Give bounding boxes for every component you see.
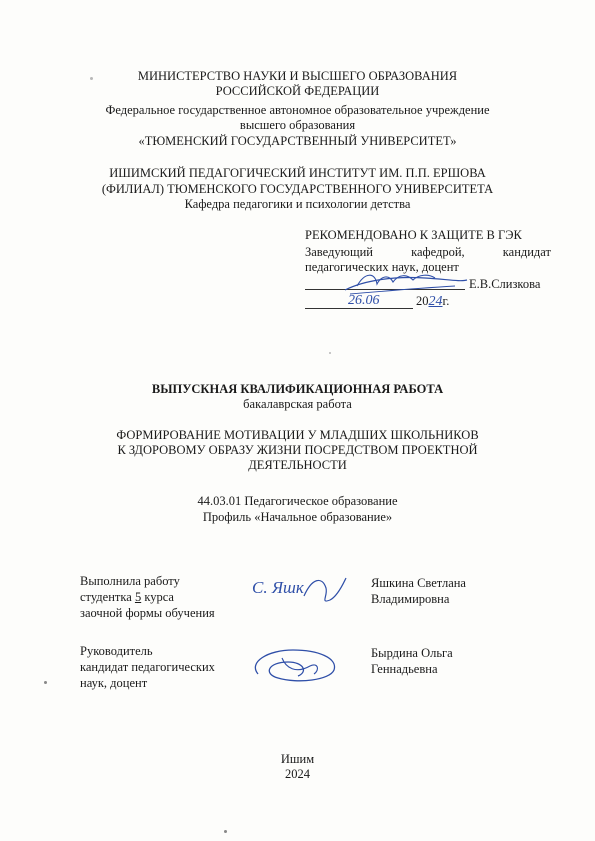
scan-speck xyxy=(44,681,47,684)
student-signature: С. Яшк xyxy=(252,578,304,597)
scan-speck xyxy=(224,830,227,833)
footer-year: 2024 xyxy=(285,767,310,781)
direction: 44.03.01 Педагогическое образование xyxy=(197,494,398,508)
approval-word-2: кафедрой, xyxy=(411,245,465,259)
approval-word-3: кандидат xyxy=(502,245,551,259)
work-title: ВЫПУСКНАЯ КВАЛИФИКАЦИОННАЯ РАБОТА xyxy=(151,382,444,396)
student-course: 5 xyxy=(134,590,142,604)
footer-city: Ишим xyxy=(280,752,315,766)
student-label-3: заочной формы обучения xyxy=(80,606,215,620)
approval-word-1: Заведующий xyxy=(305,245,373,259)
institute-line-2: (ФИЛИАЛ) ТЮМЕНСКОГО ГОСУДАРСТВЕННОГО УНИВЕРСИТЕТА xyxy=(101,182,494,196)
supervisor-label-1: Руководитель xyxy=(80,644,153,658)
supervisor-name-1: Бырдина Ольга xyxy=(371,646,453,660)
approval-year-handwritten: 24 xyxy=(428,294,443,309)
student-label-2b: курса xyxy=(141,590,174,604)
student-label-2a: студентка xyxy=(80,590,135,604)
university-name: «ТЮМЕНСКИЙ ГОСУДАРСТВЕННЫЙ УНИВЕРСИТЕТ» xyxy=(138,134,457,148)
approval-date: 26.06 xyxy=(348,293,380,308)
approval-degree: педагогических наук, доцент xyxy=(305,260,459,274)
student-signature-flourish xyxy=(300,570,350,610)
topic-line-2: К ЗДОРОВОМУ ОБРАЗУ ЖИЗНИ ПОСРЕДСТВОМ ПРОЕКТНОЙ xyxy=(117,443,478,457)
scan-speck xyxy=(329,352,331,354)
student-label-2 xyxy=(80,590,174,606)
approval-name: Е.В.Слизкова xyxy=(469,277,541,291)
approval-year-suffix: г. xyxy=(442,294,450,308)
supervisor-signature xyxy=(238,640,348,690)
scan-speck xyxy=(90,77,93,80)
ministry-line-1: МИНИСТЕРСТВО НАУКИ И ВЫСШЕГО ОБРАЗОВАНИЯ xyxy=(137,69,458,83)
approval-year xyxy=(416,294,449,309)
ministry-line-2: РОССИЙСКОЙ ФЕДЕРАЦИИ xyxy=(215,84,380,98)
department-name: Кафедра педагогики и психологии детства xyxy=(184,197,411,211)
work-subtitle: бакалаврская работа xyxy=(243,397,352,411)
approval-title: РЕКОМЕНДОВАНО К ЗАЩИТЕ В ГЭК xyxy=(305,228,522,242)
student-name-2: Владимировна xyxy=(371,592,450,606)
institution-line-2: высшего образования xyxy=(239,118,356,132)
supervisor-label-3: наук, доцент xyxy=(80,676,148,690)
institution-line-1: Федеральное государственное автономное образовательное учреждение xyxy=(105,103,490,117)
approval-position-line xyxy=(305,245,551,260)
student-name-1: Яшкина Светлана xyxy=(371,576,466,590)
approval-year-prefix: 20 xyxy=(416,294,429,308)
profile: Профиль «Начальное образование» xyxy=(202,510,393,524)
approval-date-line xyxy=(305,308,413,309)
institute-line-1: ИШИМСКИЙ ПЕДАГОГИЧЕСКИЙ ИНСТИТУТ ИМ. П.П. ЕРШОВА xyxy=(109,166,486,180)
student-label-1: Выполнила работу xyxy=(80,574,180,588)
supervisor-label-2: кандидат педагогических xyxy=(80,660,215,674)
topic-line-1: ФОРМИРОВАНИЕ МОТИВАЦИИ У МЛАДШИХ ШКОЛЬНИКОВ xyxy=(116,428,479,442)
supervisor-name-2: Геннадьевна xyxy=(371,662,438,676)
topic-line-3: ДЕЯТЕЛЬНОСТИ xyxy=(248,458,347,472)
